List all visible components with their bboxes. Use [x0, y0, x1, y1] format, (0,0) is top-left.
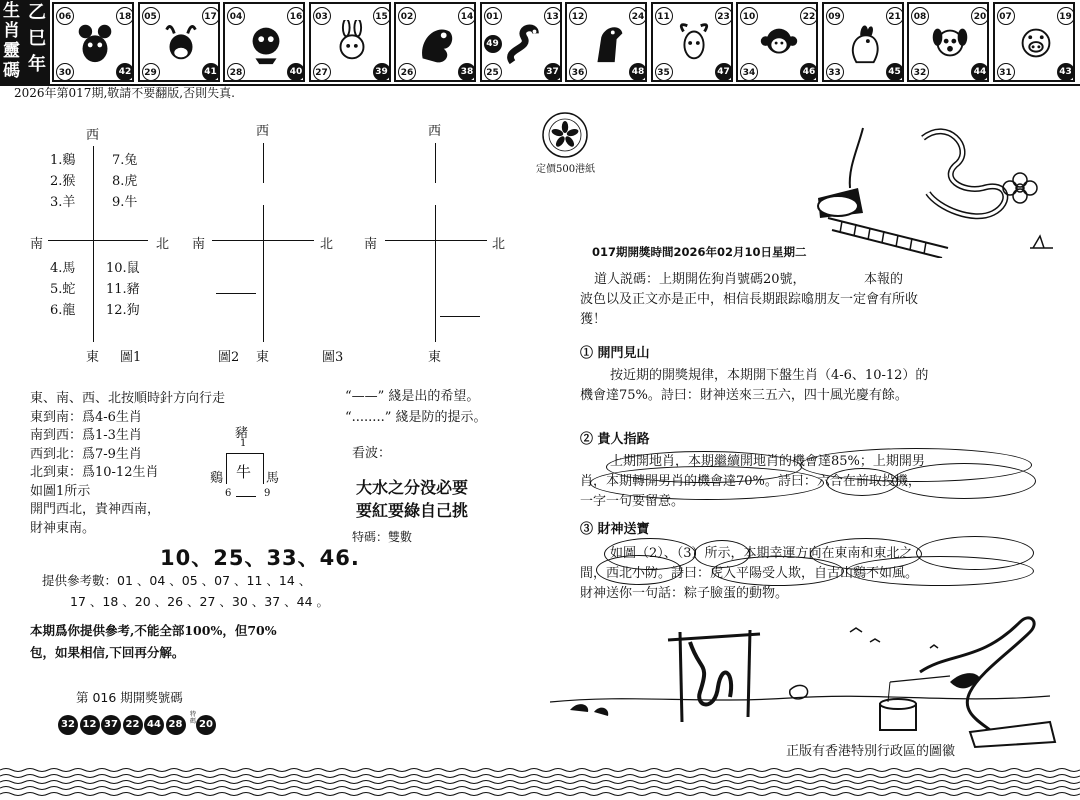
section-3-body: 如圖（2）、（3）所示，本期幸運方向在東南和東北之 間，西北小防。詩曰：虎入平陽受人欺，自古山鷄不如風。 財神送你一句話：粽子臉蛋的動物。 — [580, 546, 919, 601]
draw-ball: 44 — [144, 715, 164, 735]
draw-ball: 37 — [101, 715, 121, 735]
year-title: 乙 巳 年 — [28, 2, 46, 75]
fig3-west: 西 — [428, 124, 442, 139]
fig1-south: 南 — [30, 237, 44, 252]
direction-rules: 東、南、西、北按順時針方向行走 東到南：爲4-6生肖 南到西：爲1-3生肖 西到北：爲7-9生肖 北到東：爲10-12生肖 如圖1所示 開門西北，貴神西南， 財神東南。 — [30, 391, 226, 536]
fig1-north: 北 — [156, 237, 170, 252]
mini-left-num: 6 — [225, 488, 232, 499]
zodiac-number: 03 — [313, 7, 331, 25]
fig1-zodiac-left: 1.鷄 2.猴 3.羊 — [50, 153, 76, 210]
price-label: 定價500港紙 — [536, 164, 596, 175]
dog-icon — [929, 20, 971, 66]
zodiac-number: 06 — [56, 7, 74, 25]
zodiac-cell-ox — [138, 2, 220, 82]
rabbit-icon — [331, 20, 373, 66]
fig1-zodiac-right2: 10.鼠 11.豬 12.狗 — [106, 261, 140, 318]
zodiac-cell-dog — [907, 2, 989, 82]
mini-right-num: 9 — [264, 488, 271, 499]
zodiac-number: 08 — [911, 7, 929, 25]
zodiac-number: 45 — [886, 63, 904, 81]
zodiac-cell-tiger — [223, 2, 305, 82]
draw-time: 017期開獎時間2026年02月10日星期二 — [592, 245, 807, 259]
fig2-north: 北 — [320, 237, 334, 252]
fig2-west: 西 — [256, 124, 270, 139]
legend-solid: “——” 綫是出的希望。 — [345, 389, 480, 404]
fig1-zodiac-right: 7.兔 8.虎 9.牛 — [112, 153, 138, 210]
zodiac-number: 15 — [373, 7, 391, 25]
zodiac-number: 16 — [287, 7, 305, 25]
zodiac-cell-horse — [565, 2, 647, 82]
legend-dotted: “........” 綫是防的提示。 — [345, 410, 487, 425]
reference-numbers-2: 17 、18 、20 、26 、27 、30 、37 、44 。 — [70, 594, 330, 609]
zodiac-number: 32 — [911, 63, 929, 81]
zodiac-number: 34 — [740, 63, 758, 81]
snake-icon — [502, 20, 544, 66]
fig1-zodiac-left2: 4.馬 5.蛇 6.龍 — [50, 261, 76, 318]
zodiac-number: 18 — [116, 7, 134, 25]
zodiac-number: 38 — [458, 63, 476, 81]
zodiac-number: 29 — [142, 63, 160, 81]
fig3-north: 北 — [492, 237, 506, 252]
zodiac-cell-rabbit — [309, 2, 391, 82]
zodiac-number: 41 — [202, 63, 220, 81]
highlight-oval — [590, 466, 824, 500]
zodiac-cell-rooster — [822, 2, 904, 82]
zodiac-cell-rat — [52, 2, 134, 82]
draw-ball: 20 — [196, 715, 216, 735]
zodiac-number: 27 — [313, 63, 331, 81]
zodiac-number: 01 — [484, 7, 502, 25]
mini-bottom-line — [236, 496, 256, 497]
dragon-icon — [416, 20, 458, 66]
zodiac-number: 33 — [826, 63, 844, 81]
fig3-vaxis-top — [435, 143, 436, 183]
zodiac-cell-pig — [993, 2, 1075, 82]
draw-ball: 12 — [80, 715, 100, 735]
zodiac-number: 05 — [142, 7, 160, 25]
zodiac-number: 23 — [715, 7, 733, 25]
hk-emblem-icon — [540, 110, 590, 160]
fig2-caption: 圖2 — [218, 350, 240, 365]
monkey-icon — [758, 20, 800, 66]
zodiac-number: 14 — [458, 7, 476, 25]
zodiac-number: 31 — [997, 63, 1015, 81]
zodiac-number: 21 — [886, 7, 904, 25]
zodiac-number: 17 — [202, 7, 220, 25]
footer-note: 正版有香港特別行政區的圖徽 — [786, 740, 955, 759]
mini-center: 牛 — [236, 463, 252, 481]
zodiac-number: 10 — [740, 7, 758, 25]
zodiac-number: 37 — [544, 63, 562, 81]
wave-border — [0, 764, 1080, 800]
fig1-east: 東 — [86, 350, 100, 365]
fig3-hint-line — [440, 316, 480, 317]
zodiac-number: 36 — [569, 63, 587, 81]
zodiac-number: 26 — [398, 63, 416, 81]
disclaimer: 本期爲你提供參考,不能全部100%，但70% 包，如果相信,下回再分解。 — [30, 623, 277, 660]
zodiac-number: 20 — [971, 7, 989, 25]
fig2-vaxis-top — [263, 143, 264, 183]
reference-numbers: 提供參考數：01 、04 、05 、07 、11 、14 、 — [42, 573, 312, 588]
zodiac-number: 11 — [655, 7, 673, 25]
zodiac-number: 49 — [484, 35, 502, 53]
highlight-oval — [826, 468, 898, 496]
fig1-vaxis — [93, 146, 94, 342]
zodiac-number: 19 — [1057, 7, 1075, 25]
special-code: 特碼：雙數 — [352, 530, 413, 544]
zodiac-number: 30 — [56, 63, 74, 81]
fig2-east: 東 — [256, 350, 270, 365]
fig2-vaxis — [263, 205, 264, 342]
fig3-south: 南 — [364, 237, 378, 252]
intro-text: 道人説碼：上期開佐狗肖號碼20號， 本報的 波色以及正文亦是正中，相信長期跟踪噏朋友一定會有所收 獲！ — [580, 272, 919, 327]
zodiac-number: 44 — [971, 63, 989, 81]
draw-ball: 28 — [166, 715, 186, 735]
zodiac-number: 22 — [800, 7, 818, 25]
section-3-heading: ③ 財神送寶 — [580, 522, 650, 537]
tiger-icon — [245, 20, 287, 66]
fig3-vaxis — [435, 205, 436, 342]
fig3-east: 東 — [428, 350, 442, 365]
zodiac-number: 12 — [569, 7, 587, 25]
fig1-west: 西 — [86, 128, 100, 143]
horse-icon — [587, 20, 629, 66]
zodiac-number: 13 — [544, 7, 562, 25]
fig2-haxis — [212, 240, 314, 241]
zodiac-number: 48 — [629, 63, 647, 81]
mini-top: 豬 — [235, 426, 249, 441]
highlight-oval — [596, 555, 682, 585]
pig-icon — [1015, 20, 1057, 66]
line-legend — [345, 386, 486, 428]
ox-icon — [160, 20, 202, 66]
highlight-oval — [712, 556, 844, 586]
fig2-hint-line — [216, 293, 256, 294]
fig3-haxis — [385, 240, 487, 241]
main-numbers: 10、25、33、46. — [160, 546, 360, 570]
section-1-heading: ① 開門見山 — [580, 346, 650, 361]
zodiac-number: 02 — [398, 7, 416, 25]
zodiac-number: 07 — [997, 7, 1015, 25]
mini-left: 鷄 — [210, 471, 224, 486]
zodiac-number: 35 — [655, 63, 673, 81]
zodiac-number: 24 — [629, 7, 647, 25]
special-tag: 特碼 — [190, 711, 197, 725]
title-block — [0, 0, 50, 84]
zodiac-number: 42 — [116, 63, 134, 81]
fig2-south: 南 — [192, 237, 206, 252]
zodiac-number: 04 — [227, 7, 245, 25]
rat-icon — [74, 20, 116, 66]
draw-ball: 22 — [123, 715, 143, 735]
zodiac-cell-snake — [480, 2, 562, 82]
draw-ball: 32 — [58, 715, 78, 735]
mini-right: 馬 — [266, 471, 280, 486]
highlight-oval — [846, 556, 1034, 586]
zodiac-number: 40 — [287, 63, 305, 81]
section-1-body: 按近期的開獎規律，本期開下盤生肖（4-6、10-12）的 機會達75%。詩曰：財神送來三五六，四十風光慶有餘。 — [580, 368, 929, 403]
kanbo-label: 看波： — [352, 446, 392, 461]
previous-draw-label: 第 016 期開獎號碼 — [76, 690, 183, 705]
issue-line: 2026年第017期,敬請不要翻版,否則失真. — [14, 86, 235, 100]
zodiac-number: 09 — [826, 7, 844, 25]
goat-icon — [673, 20, 715, 66]
kanbo-text: 大水之分没必要 要紅要綠自己挑 — [356, 478, 469, 520]
snake-ladder-illustration — [808, 118, 1058, 258]
zodiac-number: 39 — [373, 63, 391, 81]
fig1-haxis — [48, 240, 148, 241]
zodiac-number: 28 — [227, 63, 245, 81]
section-2-heading: ② 貴人指路 — [580, 432, 650, 447]
zodiac-header — [0, 0, 1080, 84]
rooster-icon — [844, 20, 886, 66]
fig3-caption: 圖3 — [322, 350, 344, 365]
zodiac-cell-dragon — [394, 2, 476, 82]
zodiac-number: 46 — [800, 63, 818, 81]
zodiac-cell-monkey — [736, 2, 818, 82]
fig1-caption: 圖1 — [120, 350, 142, 365]
zodiac-cell-goat — [651, 2, 733, 82]
section-2-body: 上期開地肖，本期繼續開地肖的機會達85%；上期開男 肖，本期轉開男肖的機會達70%。詩曰：六合在前取投機， 一字一句要留意。 — [580, 454, 925, 509]
zodiac-number: 25 — [484, 63, 502, 81]
zodiac-number: 43 — [1057, 63, 1075, 81]
zodiac-number: 47 — [715, 63, 733, 81]
brand-title: 生 肖 靈 碼 — [3, 1, 20, 81]
mini-top-num: 1 — [240, 438, 247, 449]
highlight-oval — [892, 463, 1036, 499]
